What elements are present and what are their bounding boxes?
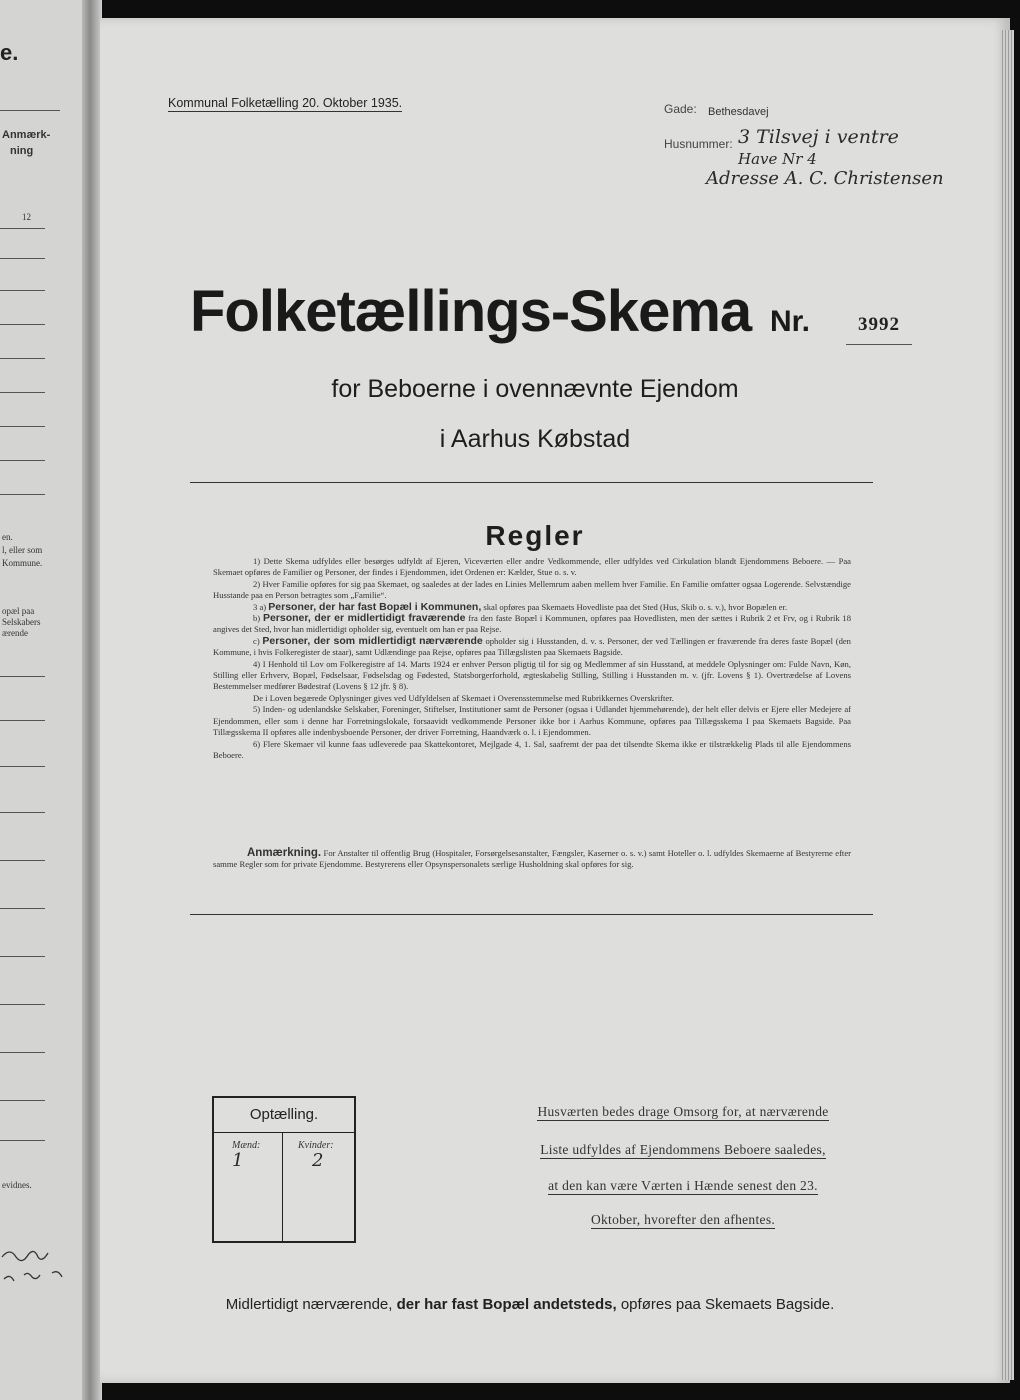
count-box-column-divider: [282, 1132, 283, 1241]
rule-line: [0, 1004, 45, 1005]
women-count: 2: [312, 1150, 324, 1171]
handwritten-garden-number: Have Nr 4: [738, 150, 817, 168]
fragment-text: evidnes.: [2, 1180, 32, 1190]
rule-3b: b) Personer, der er midlertidigt fraværende fra den faste Bopæl i Kommunen, opføres paa Hovedlisten, men der sættes i Rubrik 2 et Frv, og i Rubrik 18 angives det Sted, hvor han midlertidigt opholder sig, eventuelt om han er paa Rejse.: [213, 612, 851, 635]
rule-line: [0, 1100, 45, 1101]
rule-line: [0, 426, 45, 427]
rule-line: [0, 766, 45, 767]
subtitle-residents: for Beboerne i ovennævnte Ejendom: [331, 375, 739, 403]
rule-line: [0, 110, 60, 111]
column-header-2: ning: [10, 145, 34, 157]
rule-6: 6) Flere Skemaer vil kunne faas udleverede paa Skattekontoret, Mejlgade 4, 1. Sal, saafremt der paa det tilsendte Skema ikke er tilstrækkelig Plads til alle Ejendommens Beboere.: [213, 738, 851, 760]
count-box: [212, 1096, 356, 1243]
rule-line: [0, 258, 45, 259]
annotation-text: For Anstalter til offentlig Brug (Hospitaler, Forsørgelsesanstalter, Fængsler, Kaserner o. s. v.) samt Hoteller o. l. udfyldes Skemaerne af Bestyrerne efter samme Regler som for private Ejendomme. Bestyrerens eller Opsynspersonalets særlige Husholdning skal opføres for sig.: [213, 848, 851, 870]
rule-1: 1) Dette Skema udfyldes eller besørges udfyldt af Ejeren, Viceværten eller andre Vedkommende, eller udfyldes ved Cirkulation blandt Ejendommens Beboere. — Paa Skemaet opføres de Familier og Personer, der findes i Ejendommen, idet Ordenen er: Kælder, Stue o. s. v.: [213, 556, 851, 578]
rule-line: [0, 956, 45, 957]
fragment-text: Kommune.: [2, 558, 43, 568]
form-number: 3992: [858, 314, 900, 335]
rule-line: [0, 358, 45, 359]
signature-fragment: [0, 1245, 90, 1295]
fragment-letter: e.: [0, 40, 19, 65]
street-value: Bethesdavej: [708, 106, 769, 118]
fragment-text: l, eller som: [2, 545, 43, 555]
rule-line: [0, 1140, 45, 1141]
notice-line-1: Husværten bedes drage Omsorg for, at nærværende: [537, 1104, 829, 1119]
footer-note: Midlertidigt nærværende, der har fast Bopæl andetsteds, opføres paa Skemaets Bagside.: [225, 1296, 835, 1313]
rule-line: [0, 494, 45, 495]
rule-5: 5) Inden- og udenlandske Selskaber, Foreninger, Stiftelser, Institutioner samt de Personer (ogsaa i Udlandet hjemmehørende), der helt eller delvis er Ejere eller Medejere af Ejendommen, eller som i denne har Forretningslokale, forsaavidt vedkommende Personer ikke bor i Aarhus Kommune, opføres paa Tillægsskema I paa Skemaets Bagside. Paa Tillægsskema II opføres alle indenbysboende Personer, der driver Forretning, Haandværk o. l. i Ejendommen.: [213, 704, 851, 738]
annotation-note: [213, 848, 851, 871]
rule-line: [0, 812, 45, 813]
rule-3a: 3 a) Personer, der har fast Bopæl i Kommunen, skal opføres paa Skemaets Hovedliste paa det Sted (Hus, Skib o. s. v.), hvor Bopælen er.: [253, 600, 788, 613]
rule-4: 4) I Henhold til Lov om Folkeregistre af 14. Marts 1924 er enhver Person pligtig til for sig og Medlemmer af sin Husstand, at meddele Oplysninger om: Fulde Navn, Køn, Stilling eller Erhverv, Bopæl, Fødselsaar, Fødselsdag og Fødested, Statsborgerforhold, ægteskabelig Stilling, Stilling i Husstanden m. v. (jfr. Lovens § 1). Overtrædelse af Lovens Bestemmelser medfører Bødestraf (Lovens § 12 jfr. § 8).: [213, 658, 851, 692]
book-gutter: [82, 0, 102, 1400]
number-underline: [846, 344, 912, 345]
house-number-label: Husnummer:: [664, 137, 733, 151]
rule-line: [0, 908, 45, 909]
rule-line: [0, 860, 45, 861]
rule-3c: c) Personer, der som midlertidigt nærværende opholder sig i Husstanden, d. v. s. Personer, der ved Tællingen er fraværende fra deres faste Bopæl (den Kommune, i hvis Folkeregister de staar), samt Udlændinge paa Rejse, opføres paa Tillægslisten paa Skemaets Bagside.: [213, 634, 851, 658]
form-title: Folketællings-Skema: [190, 279, 752, 344]
notice-line-2: Liste udfyldes af Ejendommens Beboere saaledes,: [540, 1142, 826, 1157]
rule-2: 2) Hver Familie opføres for sig paa Skemaet, og saaledes at der lades en Linies Mellemrum aaben mellem hver Familie. En Familie omfatter ogsaa Logerende. Selvstændige Husstande paa en Person betragtes som „Familie“.: [213, 578, 851, 601]
page-edges: [1000, 30, 1014, 1380]
rule-line: [0, 290, 45, 291]
count-box-title: Optælling.: [249, 1106, 319, 1123]
rules-heading: Regler: [485, 520, 585, 551]
rule-line: [0, 228, 45, 229]
fragment-text: opæl paa: [2, 606, 35, 616]
notice-line-3: at den kan være Værten i Hænde senest den 23.: [548, 1178, 818, 1193]
fragment-text: en.: [2, 532, 13, 542]
rule-line: [0, 324, 45, 325]
rule-line: [0, 1052, 45, 1053]
fragment-text: ærende: [2, 628, 28, 638]
rule-line: [0, 676, 45, 677]
handwritten-address: Adresse A. C. Christensen: [706, 168, 944, 189]
notice-line-4: Oktober, hvorefter den afhentes.: [590, 1212, 776, 1227]
men-label: Mænd:: [232, 1140, 261, 1151]
annotation-label: Anmærkning.: [247, 847, 322, 859]
rule-4b: De i Loven begærede Oplysninger gives ved Udfyldelsen af Skemaet i Overensstemmelse med Rubrikkernes Overskrifter.: [253, 692, 674, 703]
handwritten-house-number: 3 Tilsvej i ventre: [738, 126, 899, 148]
rule-line: [0, 460, 45, 461]
men-count: 1: [232, 1150, 244, 1171]
count-box-divider: [214, 1132, 354, 1133]
divider: [190, 482, 873, 483]
rules-text: [213, 556, 851, 761]
column-header-1: Anmærk-: [2, 129, 51, 141]
census-header: Kommunal Folketælling 20. Oktober 1935.: [168, 96, 403, 110]
fragment-text: Selskabers: [2, 617, 41, 627]
subtitle-city: i Aarhus Købstad: [439, 425, 631, 453]
rule-line: [0, 392, 45, 393]
number-label: Nr.: [770, 305, 811, 338]
divider: [190, 914, 873, 915]
rule-line: [0, 720, 45, 721]
women-label: Kvinder:: [298, 1140, 334, 1151]
street-label: Gade:: [664, 102, 697, 116]
previous-page-fragment: [0, 0, 92, 1400]
column-number: 12: [22, 212, 31, 222]
